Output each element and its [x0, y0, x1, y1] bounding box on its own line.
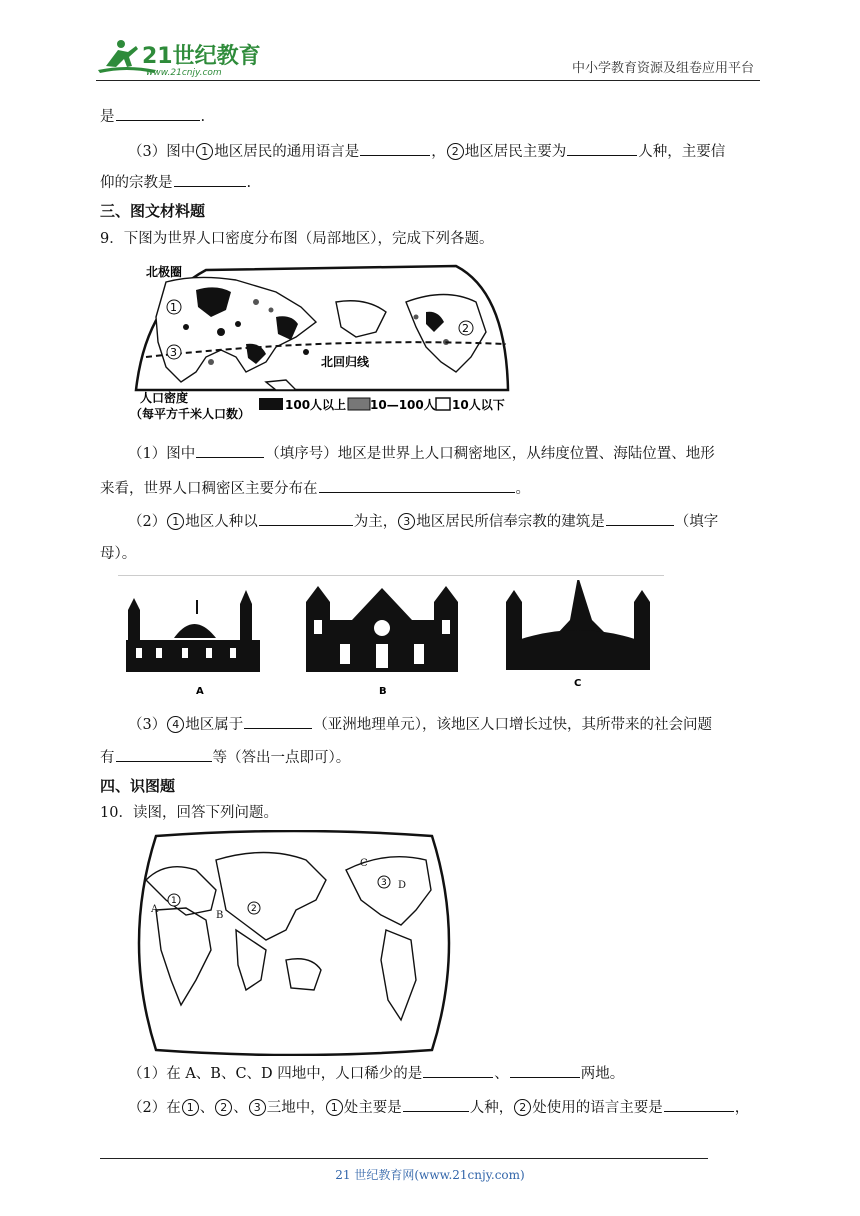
map-marker-3: 3 [170, 346, 177, 359]
q10-part2: （2）在 1 、 2 、 3 三地中， 1 处主要是 人种， 2 处使用的语言主要是 ， [128, 1097, 749, 1118]
q9-part2: （2） 1 地区人种以 为主， 3 地区居民所信奉宗教的建筑是 （填字 [128, 511, 718, 532]
answer-blank [174, 172, 246, 187]
circle-2-icon: 2 [447, 143, 464, 160]
religious-buildings-figure [122, 580, 662, 695]
map-marker-1: 1 [170, 301, 177, 314]
map-label-tropic: 北回归线 [321, 355, 370, 369]
header-platform-text: 中小学教育资源及组卷应用平台 [571, 61, 754, 76]
answer-blank [196, 443, 264, 458]
answer-blank [259, 511, 353, 526]
legend-unit: （每平方千米人口数） [130, 407, 251, 421]
circle-1-icon: 1 [196, 143, 213, 160]
map-label-a: A [151, 904, 159, 915]
answer-blank [567, 141, 637, 156]
building-label-c: C [574, 678, 582, 689]
prev-question-part3: （3）图中 1 地区居民的通用语言是 ， 2 地区居民主要为 人种，主要信 [128, 141, 725, 162]
world-map-q10 [126, 830, 462, 1056]
answer-blank [244, 714, 312, 729]
q9-part1-cont: 来看，世界人口稠密区主要分布在 。 [100, 478, 530, 499]
site-logo [96, 36, 266, 78]
map-marker-3: 3 [381, 878, 387, 888]
answer-blank [116, 747, 212, 762]
page-header [96, 32, 760, 81]
legend-high: 100人以上 [285, 398, 347, 412]
map-label-c: C [360, 858, 368, 869]
circle-1-icon: 1 [167, 513, 184, 530]
legend-low: 10人以下 [452, 398, 505, 412]
circle-1-icon: 1 [326, 1099, 343, 1116]
q10-stem: 10．读图，回答下列问题。 [100, 805, 278, 821]
answer-blank [116, 106, 200, 121]
section-title-3: 三、图文材料题 [100, 202, 206, 220]
answer-blank [319, 478, 515, 493]
legend-title: 人口密度 [140, 391, 189, 405]
circle-1-icon: 1 [182, 1099, 199, 1116]
building-label-b: B [379, 686, 387, 695]
map-label-b: B [216, 910, 224, 921]
answer-blank [423, 1063, 493, 1078]
logo-url: www.21cnjy.com [146, 68, 222, 78]
circle-3-icon: 3 [398, 513, 415, 530]
circle-2-icon: 2 [215, 1099, 232, 1116]
q10-part1: （1）在 A、B、C、D 四地中，人口稀少的是 、 两地。 [128, 1063, 624, 1084]
footer-divider [100, 1158, 708, 1159]
circle-3-icon: 3 [249, 1099, 266, 1116]
prev-question-tail: 是 . [100, 106, 205, 127]
logo-text: 21世纪教育 [142, 44, 261, 69]
figure-divider [118, 575, 664, 576]
answer-blank [664, 1097, 734, 1112]
answer-blank [606, 511, 674, 526]
q9-part1: （1）图中 （填序号）地区是世界上人口稠密地区，从纬度位置、海陆位置、地形 [128, 443, 715, 464]
building-c-pagoda [506, 580, 650, 670]
q9-part3: （3） 4 地区属于 （亚洲地理单元），该地区人口增长过快，其所带来的社会问题 [128, 714, 712, 735]
prev-question-part3-cont: 仰的宗教是 . [100, 172, 251, 193]
circle-4-icon: 4 [167, 716, 184, 733]
building-label-a: A [196, 686, 204, 695]
population-density-map [126, 262, 526, 422]
map-marker-2: 2 [251, 904, 257, 914]
q9-stem: 9．下图为世界人口密度分布图（局部地区），完成下列各题。 [100, 231, 494, 247]
legend-mid: 10—100人 [370, 398, 436, 412]
footer-site-text[interactable]: 21 世纪教育网(www.21cnjy.com) [335, 1168, 525, 1182]
map-marker-2: 2 [462, 322, 469, 335]
building-a-mosque [126, 590, 260, 672]
map-label-d: D [398, 880, 407, 891]
answer-blank [403, 1097, 469, 1112]
q9-part3-cont: 有 等（答出一点即可）。 [100, 747, 350, 768]
answer-blank [360, 141, 430, 156]
circle-2-icon: 2 [514, 1099, 531, 1116]
section-title-4: 四、识图题 [100, 777, 176, 795]
map-label-arctic-circle: 北极圈 [146, 265, 183, 279]
map-marker-1: 1 [171, 896, 177, 906]
answer-blank [510, 1063, 580, 1078]
q9-part2-cont: 母）。 [100, 546, 137, 562]
